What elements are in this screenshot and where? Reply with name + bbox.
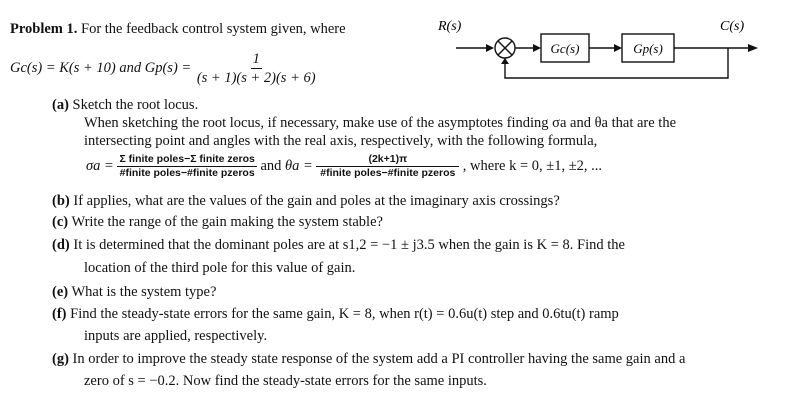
part-b (52, 192, 560, 210)
theta-numerator: (2k+1)π (316, 153, 459, 167)
theta-denominator: #finite poles−#finite pzeros (320, 167, 456, 179)
sigma-numerator: Σ finite poles−Σ finite zeros (119, 153, 255, 165)
part-f-text-1: Find the steady-state errors for the same gain, K = 8, when r(t) = 0.6u(t) step and 0.6tu(t) ramp (70, 306, 619, 322)
gp-fraction (195, 50, 318, 87)
summing-junction (495, 38, 515, 58)
link-arrowhead (614, 44, 622, 52)
part-f-text-2: inputs are applied, respectively. (84, 328, 268, 344)
problem-intro: For the feedback control system given, where (81, 21, 346, 37)
asymptote-formula (86, 153, 602, 180)
part-d (52, 236, 625, 254)
part-e-text: What is the system type? (71, 284, 217, 300)
output-label: C(s) (720, 19, 745, 34)
part-e-label: (e) (52, 284, 69, 300)
gc-block-label: Gc(s) (550, 41, 580, 56)
problem-intro-line (10, 20, 346, 38)
gp-block-label: Gp(s) (633, 41, 663, 56)
part-b-label: (b) (52, 193, 70, 209)
sigma-lhs: σa = (86, 157, 114, 174)
output-arrowhead (748, 44, 758, 52)
part-a (52, 96, 198, 114)
part-a-note-line-2: intersecting point and angles with the real axis, respectively, with the following formula, (84, 133, 598, 149)
part-c-text: Write the range of the gain making the system stable? (71, 214, 383, 230)
and-word: and (260, 157, 282, 174)
where-clause: , where k = 0, ±1, ±2, ... (462, 157, 603, 174)
sigma-fraction (117, 153, 256, 180)
feedback-path (505, 48, 728, 78)
error-arrowhead (533, 44, 541, 52)
part-f-label: (f) (52, 306, 67, 322)
feedback-arrowhead (501, 58, 509, 64)
part-e (52, 283, 216, 301)
part-c-label: (c) (52, 214, 69, 230)
theta-fraction (316, 153, 459, 180)
part-a-note-line-1: When sketching the root locus, if necessary, make use of the asymptotes finding σa and θa that are the (84, 115, 677, 131)
transfer-function-definition (10, 50, 318, 87)
part-g-text-1: In order to improve the steady state response of the system add a PI controller having the same gain and a (72, 351, 686, 367)
part-a-label: (a) (52, 97, 69, 113)
part-d-label: (d) (52, 237, 70, 253)
gc-gp-definition: Gc(s) = K(s + 10) and Gp(s) = (10, 59, 192, 76)
part-g-text-2: zero of s = −0.2. Now find the steady-state errors for the same inputs. (84, 373, 487, 389)
block-diagram (428, 8, 798, 88)
part-a-text: Sketch the root locus. (72, 97, 199, 113)
part-c (52, 213, 383, 231)
gp-denominator: (s + 1)(s + 2)(s + 6) (196, 70, 316, 86)
part-g-label: (g) (52, 351, 69, 367)
input-arrowhead (486, 44, 494, 52)
part-g (52, 350, 685, 368)
part-f (52, 305, 619, 323)
theta-lhs: θa = (285, 157, 313, 174)
input-label: R(s) (438, 19, 462, 34)
sigma-denominator: #finite poles−#finite pzeros (119, 167, 255, 179)
part-d-text-2: location of the third pole for this value of gain. (84, 260, 356, 276)
part-b-text: If applies, what are the values of the gain and poles at the imaginary axis crossings? (73, 193, 560, 209)
gp-numerator: 1 (252, 51, 260, 67)
problem-heading: Problem 1. (10, 21, 78, 37)
part-d-text-1: It is determined that the dominant poles are at s1,2 = −1 ± j3.5 when the gain is K = 8. Find the (73, 237, 625, 253)
